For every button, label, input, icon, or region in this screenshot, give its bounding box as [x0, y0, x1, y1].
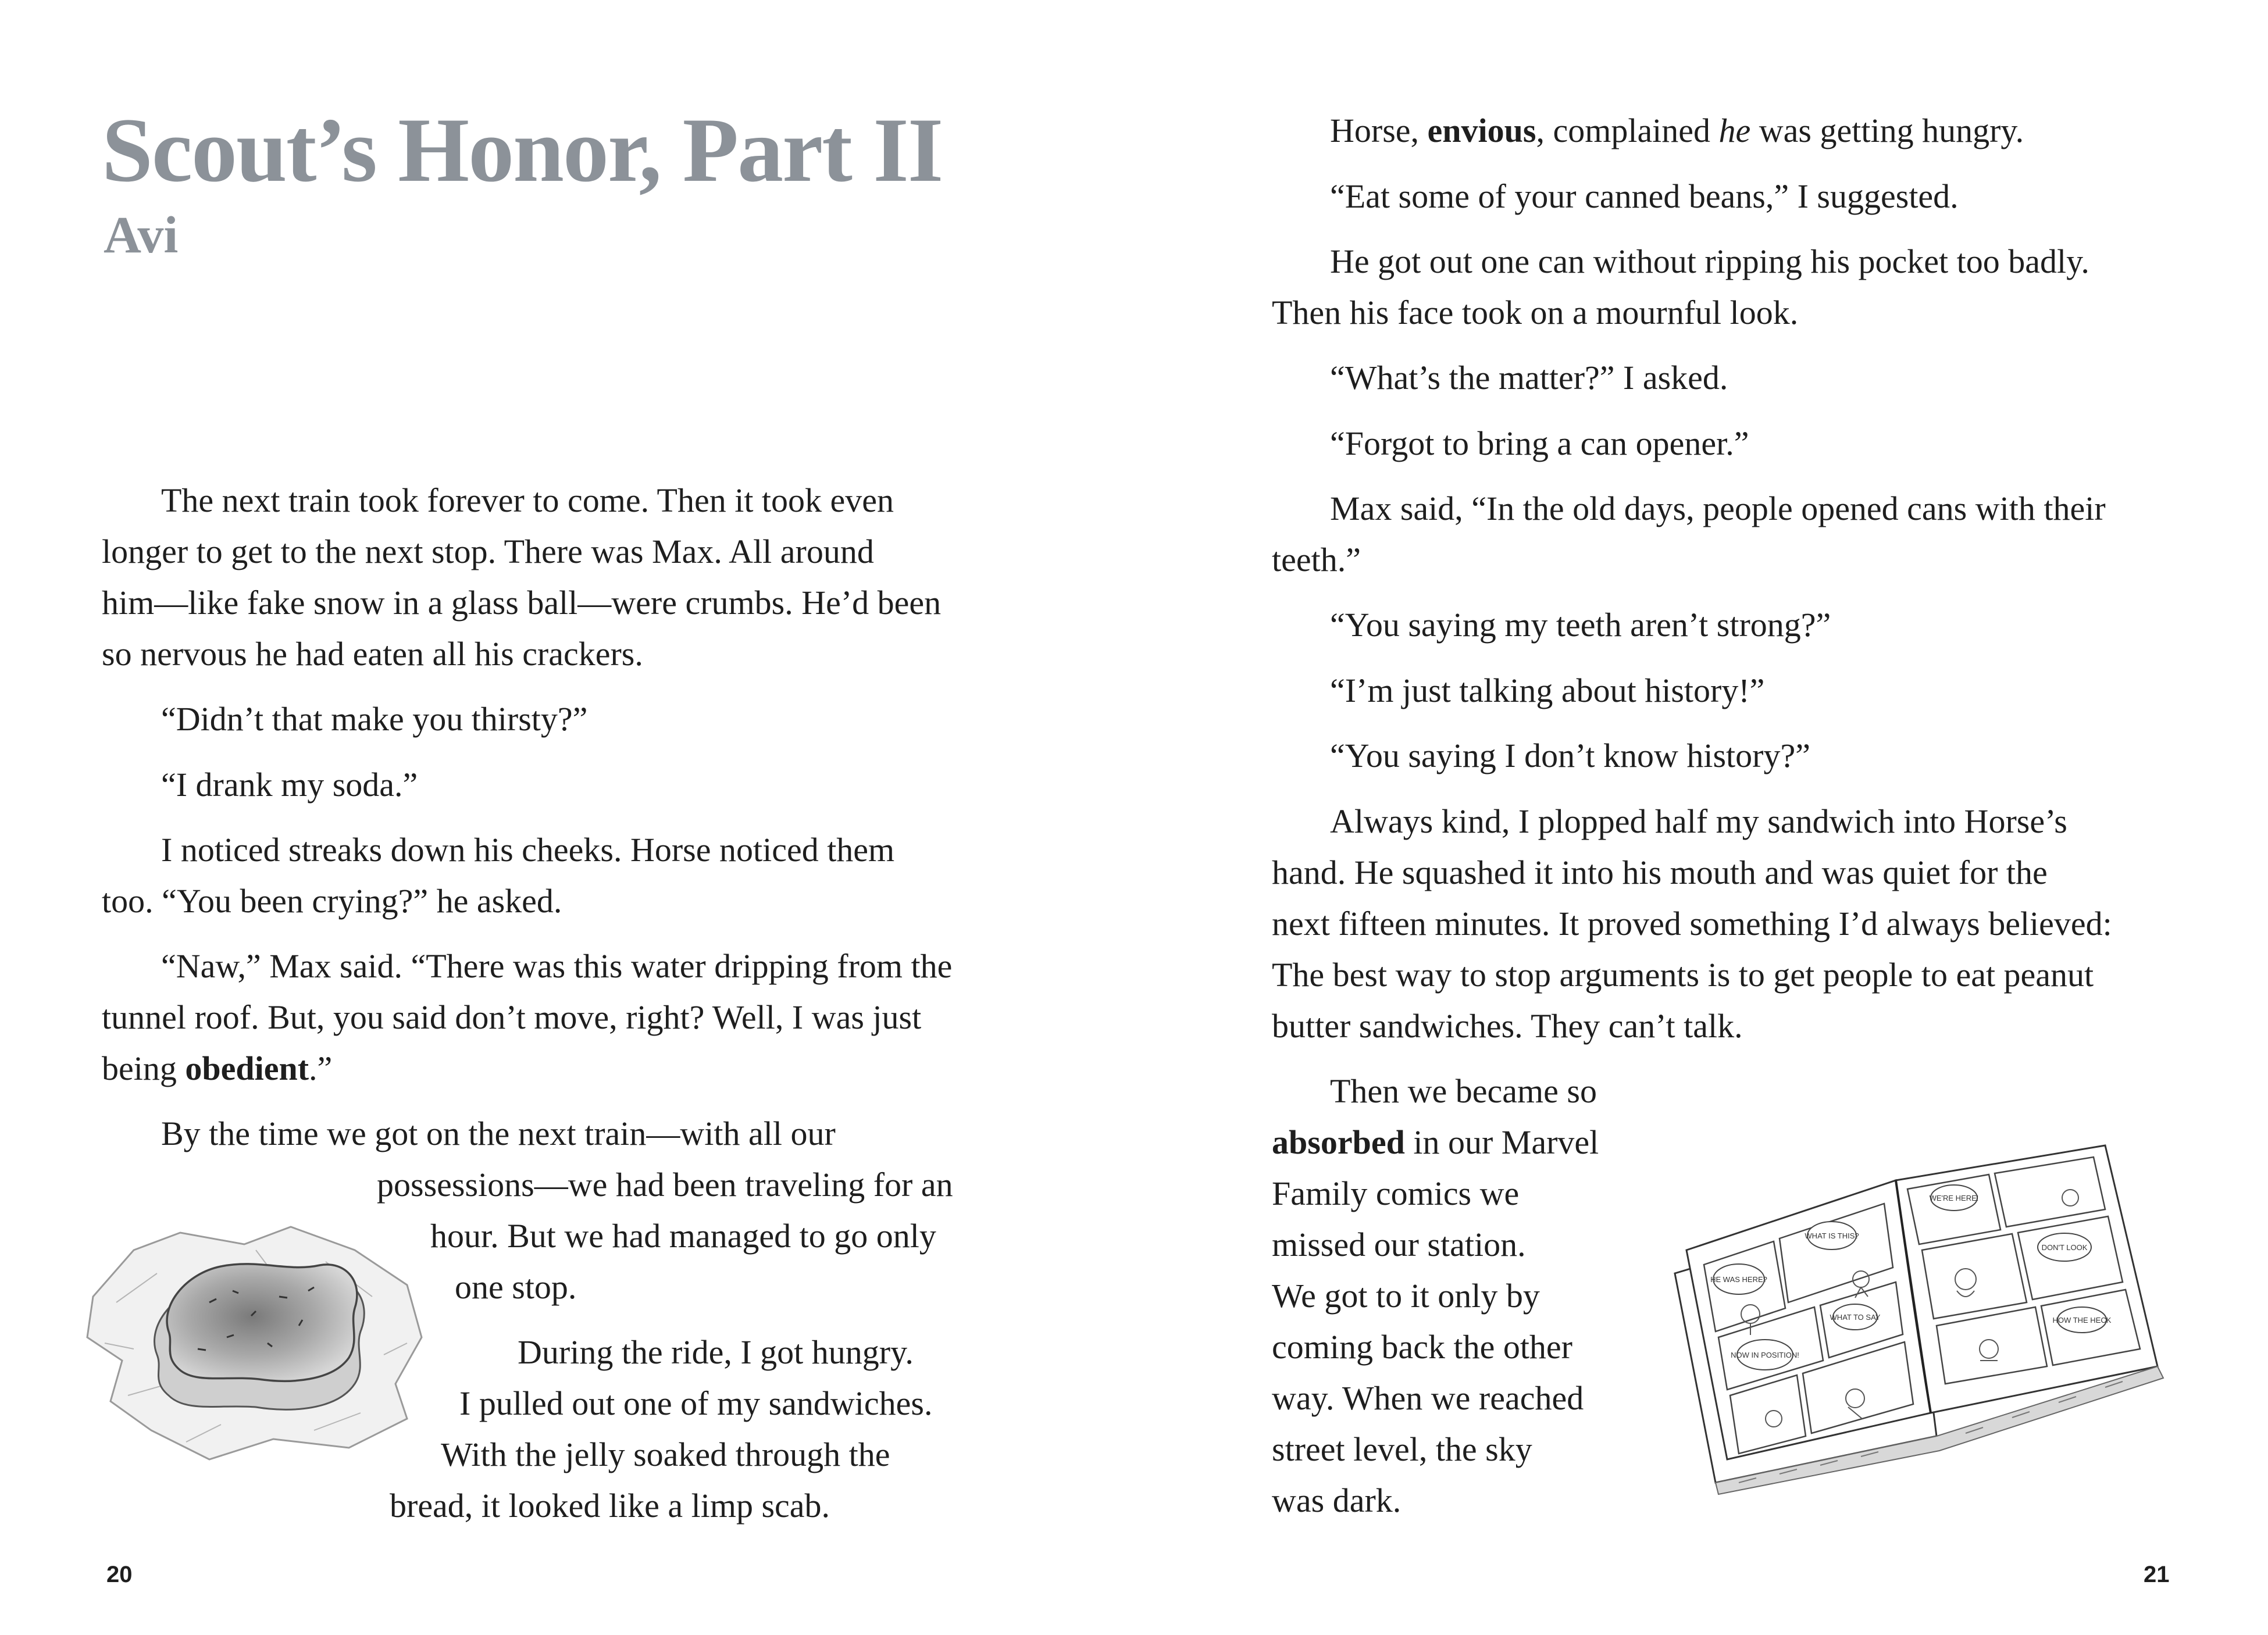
right-text-line: “You saying my teeth aren’t strong?”	[1330, 606, 1831, 644]
right-text-line: Horse, envious, complained he was getting hungry.	[1330, 112, 2024, 149]
sandwich-illustration	[81, 1209, 430, 1465]
left-text-line: “Naw,” Max said. “There was this water dripping from the	[161, 947, 953, 985]
author-name: Avi	[104, 206, 179, 264]
right-text-line: He got out one can without ripping his pocket too badly.	[1330, 242, 2089, 280]
right-text-line: missed our station.	[1272, 1226, 1526, 1263]
left-text-line: possessions—we had been traveling for an	[377, 1166, 953, 1204]
comic-balloon-text: HE WAS HERE?	[1710, 1275, 1767, 1284]
right-text-line: Max said, “In the old days, people opened cans with their	[1330, 490, 2106, 527]
vocab-word-obedient: obedient	[185, 1049, 309, 1087]
story-title: Scout’s Honor, Part II	[102, 99, 943, 201]
right-text-line: “Eat some of your canned beans,” I suggested.	[1330, 177, 1959, 215]
right-text-line: street level, the sky	[1272, 1430, 1532, 1468]
right-text-line: We got to it only by	[1272, 1277, 1540, 1315]
left-text-line: By the time we got on the next train—with all our	[161, 1115, 836, 1152]
left-text-line: longer to get to the next stop. There was Max. All around	[102, 533, 874, 570]
left-text-line: being obedient.”	[102, 1049, 333, 1087]
vocab-word-envious: envious	[1427, 112, 1536, 149]
left-text-line: too. “You been crying?” he asked.	[102, 882, 562, 920]
right-text-line: next fifteen minutes. It proved something I’d always believed:	[1272, 905, 2112, 943]
left-text-line: hour. But we had managed to go only	[430, 1217, 936, 1255]
right-text-line: The best way to stop arguments is to get people to eat peanut	[1272, 956, 2094, 994]
right-text-line: “What’s the matter?” I asked.	[1330, 359, 1728, 397]
comic-balloon-text: WHAT IS THIS?	[1805, 1231, 1859, 1240]
left-text-line: I pulled out one of my sandwiches.	[459, 1384, 933, 1422]
left-text-line: tunnel roof. But, you said don’t move, right? Well, I was just	[102, 998, 922, 1036]
vocab-word-absorbed: absorbed	[1272, 1123, 1405, 1161]
right-text-line: “I’m just talking about history!”	[1330, 672, 1765, 709]
comic-balloon-text: NOW IN POSITION!	[1731, 1351, 1799, 1359]
comic-balloon-text: WHAT TO SAY	[1830, 1313, 1881, 1322]
left-text-line: him—like fake snow in a glass ball—were crumbs. He’d been	[102, 584, 942, 622]
right-text-line: hand. He squashed it into his mouth and was quiet for the	[1272, 854, 2048, 891]
right-text-line: coming back the other	[1272, 1328, 1572, 1366]
right-text-line: Family comics we	[1272, 1175, 1520, 1212]
right-text-line: “You saying I don’t know history?”	[1330, 737, 1810, 774]
left-text-line: so nervous he had eaten all his crackers.	[102, 635, 643, 673]
right-text-line: Then we became so	[1330, 1072, 1597, 1110]
left-text-line: bread, it looked like a limp scab.	[390, 1487, 830, 1525]
right-text-line: Always kind, I plopped half my sandwich into Horse’s	[1330, 802, 2067, 840]
right-text-line: butter sandwiches. They can’t talk.	[1272, 1007, 1743, 1045]
right-text-line: way. When we reached	[1272, 1379, 1584, 1417]
left-text-line: “I drank my soda.”	[161, 766, 418, 804]
left-text-line: one stop.	[455, 1268, 577, 1306]
left-text-line: The next train took forever to come. Then it took even	[161, 481, 894, 519]
comic-balloon-text: WE'RE HERE!	[1929, 1194, 1979, 1202]
right-text-line: Then his face took on a mournful look.	[1272, 294, 1799, 331]
open-comic-book-illustration	[1663, 1134, 2175, 1494]
left-text-line: I noticed streaks down his cheeks. Horse noticed them	[161, 831, 895, 869]
right-text-line: teeth.”	[1272, 541, 1361, 579]
page-number-right: 21	[2144, 1562, 2170, 1587]
comic-balloon-text: DON'T LOOK	[2041, 1243, 2088, 1252]
left-text-line: During the ride, I got hungry.	[518, 1333, 914, 1371]
right-text-line: “Forgot to bring a can opener.”	[1330, 424, 1749, 462]
comic-balloon-text: HOW THE HECK	[2052, 1316, 2112, 1325]
left-text-line: “Didn’t that make you thirsty?”	[161, 700, 588, 738]
page-number-left: 20	[106, 1562, 133, 1587]
right-text-line: absorbed in our Marvel	[1272, 1123, 1599, 1161]
left-text-line: With the jelly soaked through the	[441, 1436, 890, 1473]
right-text-line: was dark.	[1272, 1482, 1402, 1519]
